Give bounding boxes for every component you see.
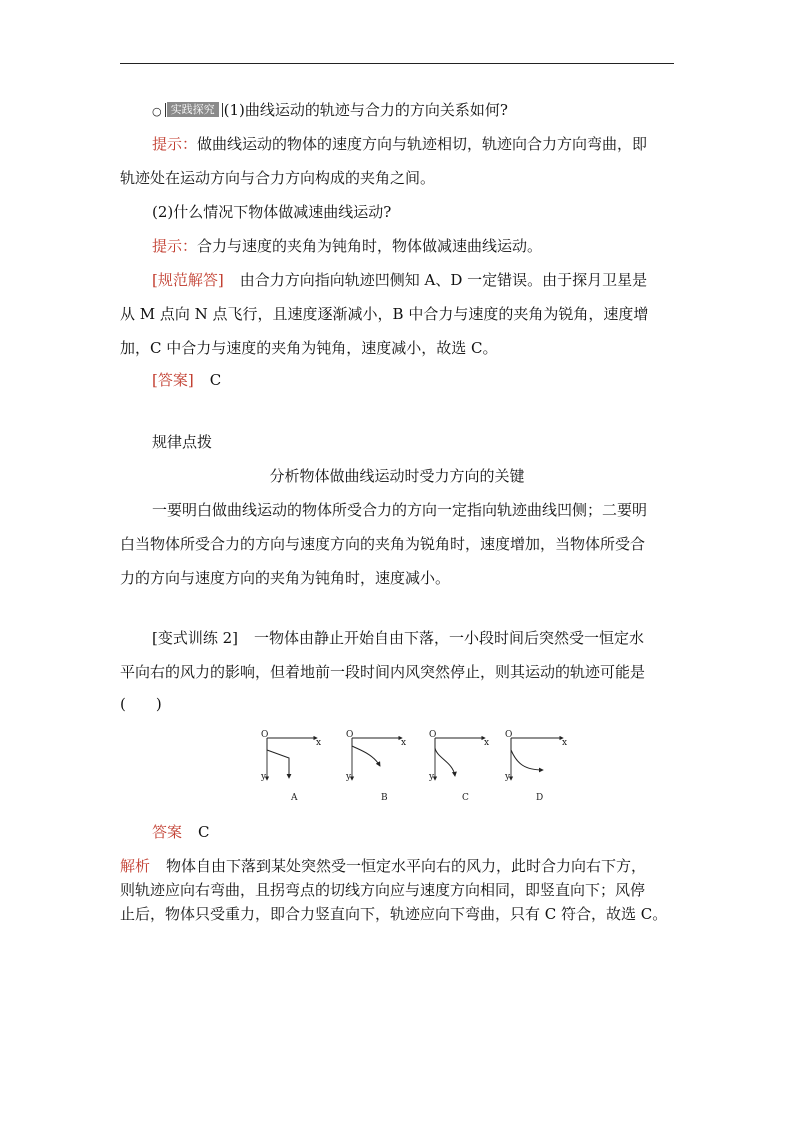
analysis-line-2: 则轨迹应向右弯曲，且拐弯点的切线方向应与速度方向相同，即竖直向下；风停 — [120, 881, 646, 899]
option-b: B — [381, 793, 388, 803]
y-label: y — [505, 772, 511, 782]
circle-bullet-icon: ○ — [152, 105, 162, 118]
explore-question-2: (2)什么情况下物体做减速曲线运动? — [152, 203, 392, 221]
option-a: A — [291, 793, 298, 803]
origin-label: O — [429, 730, 437, 740]
header-rule — [120, 63, 674, 64]
hint-2: 提示：合力与速度的夹角为钝角时，物体做减速曲线运动。 — [152, 237, 543, 255]
rule-line-3: 力的方向与速度方向的夹角为钝角时，速度减小。 — [120, 569, 451, 587]
explore-badge: 实践探究 — [167, 102, 219, 117]
answer-value: C — [198, 823, 210, 841]
solution-label: [规范解答] — [152, 271, 224, 289]
x-label: x — [401, 738, 407, 748]
figure-c — [428, 730, 489, 803]
x-label: x — [562, 738, 568, 748]
analysis-line-1: 解析 物体自由下落到某处突然受一恒定水平向右的风力，此时合力向右下方， — [120, 857, 647, 875]
figure-d — [504, 730, 567, 803]
x-label: x — [316, 738, 322, 748]
origin-label: O — [261, 730, 269, 740]
exercise-line-2: 平向右的风力的影响，但着地前一段时间内风突然停止，则其运动的轨迹可能是 — [120, 663, 646, 681]
question-1-text: (1)曲线运动的轨迹与合力的方向关系如何? — [223, 101, 508, 119]
solution-line-1: [规范解答] 由合力方向指向轨迹凹侧知 A、D 一定错误。由于探月卫星是 — [152, 271, 648, 289]
y-label: y — [261, 772, 267, 782]
rule-line-1: 一要明白做曲线运动的物体所受合力的方向一定指向轨迹曲线凹侧；二要明 — [152, 501, 648, 519]
origin-label: O — [505, 730, 513, 740]
badge-right-bar — [222, 103, 223, 117]
answer-label: 答案 — [152, 823, 183, 841]
hint-1-line-1: 提示：做曲线运动的物体的速度方向与轨迹相切，轨迹向合力方向弯曲，即 — [152, 135, 648, 153]
analysis-line-3: 止后，物体只受重力，即合力竖直向下，轨迹应向下弯曲，只有 C 符合，故选 C。 — [120, 905, 668, 923]
exercise-label: [变式训练 2] — [152, 629, 239, 647]
trajectory-figures — [255, 728, 575, 808]
answer-label-bracket: [答案] — [152, 371, 194, 389]
rule-line-2: 白当物体所受合力的方向与速度方向的夹角为锐角时，速度增加，当物体所受合 — [120, 535, 646, 553]
y-label: y — [346, 772, 352, 782]
hint-1-line-2: 轨迹处在运动方向与合力方向构成的夹角之间。 — [120, 169, 436, 187]
badge-left-bar — [165, 103, 166, 117]
option-d: D — [536, 793, 544, 803]
origin-label: O — [346, 730, 354, 740]
figure-a — [260, 730, 321, 803]
rule-title: 分析物体做曲线运动时受力方向的关键 — [269, 467, 525, 485]
trajectory-diagrams — [255, 728, 575, 808]
solution-answer: [答案] C — [152, 371, 222, 389]
y-label: y — [429, 772, 435, 782]
hint-2-label: 提示： — [152, 237, 198, 255]
exercise-line-1: [变式训练 2] 一物体由静止开始自由下落，一小段时间后突然受一恒定水 — [152, 629, 645, 647]
figure-b — [345, 730, 406, 803]
solution-line-2: 从 M 点向 N 点飞行，且速度逐渐减小，B 中合力与速度的夹角为锐角，速度增 — [120, 305, 649, 323]
hint-1-label: 提示： — [152, 135, 198, 153]
analysis-label: 解析 — [120, 857, 151, 875]
rule-heading: 规律点拨 — [152, 433, 213, 451]
x-label: x — [484, 738, 490, 748]
option-c: C — [462, 793, 469, 803]
answer-line — [152, 822, 712, 842]
solution-line-3: 加，C 中合力与速度的夹角为钝角，速度减小，故选 C。 — [120, 339, 498, 357]
explore-question-1 — [152, 100, 712, 122]
exercise-line-3: ( ) — [120, 695, 162, 713]
